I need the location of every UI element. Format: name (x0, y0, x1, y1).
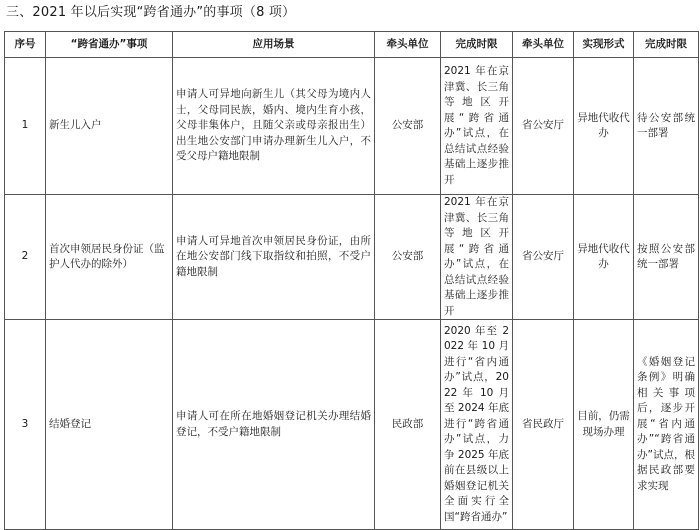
row-form: 目前，仍需现场办理 (574, 320, 634, 530)
row-scene: 申请人可异地向新生儿（其父母为境内人士，父母同民族，婚内、境内生育小孩，父母非集体户，且随父亲或母亲报出生）出生地公安部门申请办理新生儿入户，不受父母户籍地限制 (173, 58, 375, 195)
row-form: 异地代收代办 (574, 195, 634, 320)
table-header-row (5, 32, 699, 58)
row-scene: 申请人可在所在地婚姻登记机关办理结婚登记，不受户籍地限制 (173, 320, 375, 530)
section-heading: 三、2021 年以后实现“跨省通办”的事项（8 项） (6, 5, 296, 20)
row-no: 3 (5, 320, 46, 530)
row-form: 异地代收代办 (574, 58, 634, 195)
tasks-table (4, 31, 699, 530)
header-form: 实现形式 (574, 32, 634, 58)
header-item: “跨省通办”事项 (46, 32, 173, 58)
row-no: 2 (5, 195, 46, 320)
header-lead-unit: 牵头单位 (375, 32, 441, 58)
row-provincial-lead-unit: 省民政厅 (513, 320, 574, 530)
row-provincial-lead-unit: 省公安厅 (513, 195, 574, 320)
row-item: 结婚登记 (46, 320, 173, 530)
row-provincial-deadline: 《婚姻登记条例》明确相关事项后，逐步开展“省内通办”“跨省通办”试点，根据民政部要求实现 (634, 320, 699, 530)
row-item: 新生儿入户 (46, 58, 173, 195)
header-no: 序号 (5, 32, 46, 58)
header-provincial-deadline: 完成时限 (634, 32, 699, 58)
row-lead-unit: 公安部 (375, 58, 441, 195)
row-provincial-deadline: 按照公安部统一部署 (634, 195, 699, 320)
row-deadline: 2021 年在京津冀、长三角等地区开展“跨省通办”试点，在总结试点经验基础上逐步推开 (441, 195, 513, 320)
table-row (5, 320, 699, 530)
header-deadline: 完成时限 (441, 32, 513, 58)
row-deadline: 2020 年至 2022 年 10 月进行“省内通办”试点，2022 年 10 月至 2024 年底进行“跨省通办”试点，力争 2025 年底前在县级以上婚姻登记机关全面实行全国“跨省通办” (441, 320, 513, 530)
row-provincial-deadline: 待公安部统一部署 (634, 58, 699, 195)
header-scene: 应用场景 (173, 32, 375, 58)
row-lead-unit: 民政部 (375, 320, 441, 530)
row-scene: 申请人可异地首次申领居民身份证，由所在地公安部门线下取指纹和拍照，不受户籍地限制 (173, 195, 375, 320)
header-provincial-lead-unit: 牵头单位 (513, 32, 574, 58)
row-deadline: 2021 年在京津冀、长三角等地区开展“跨省通办”试点，在总结试点经验基础上逐步推开 (441, 58, 513, 195)
row-item: 首次申领居民身份证（监护人代办的除外） (46, 195, 173, 320)
row-provincial-lead-unit: 省公安厅 (513, 58, 574, 195)
table-row (5, 195, 699, 320)
row-lead-unit: 公安部 (375, 195, 441, 320)
table-row (5, 58, 699, 195)
row-no: 1 (5, 58, 46, 195)
